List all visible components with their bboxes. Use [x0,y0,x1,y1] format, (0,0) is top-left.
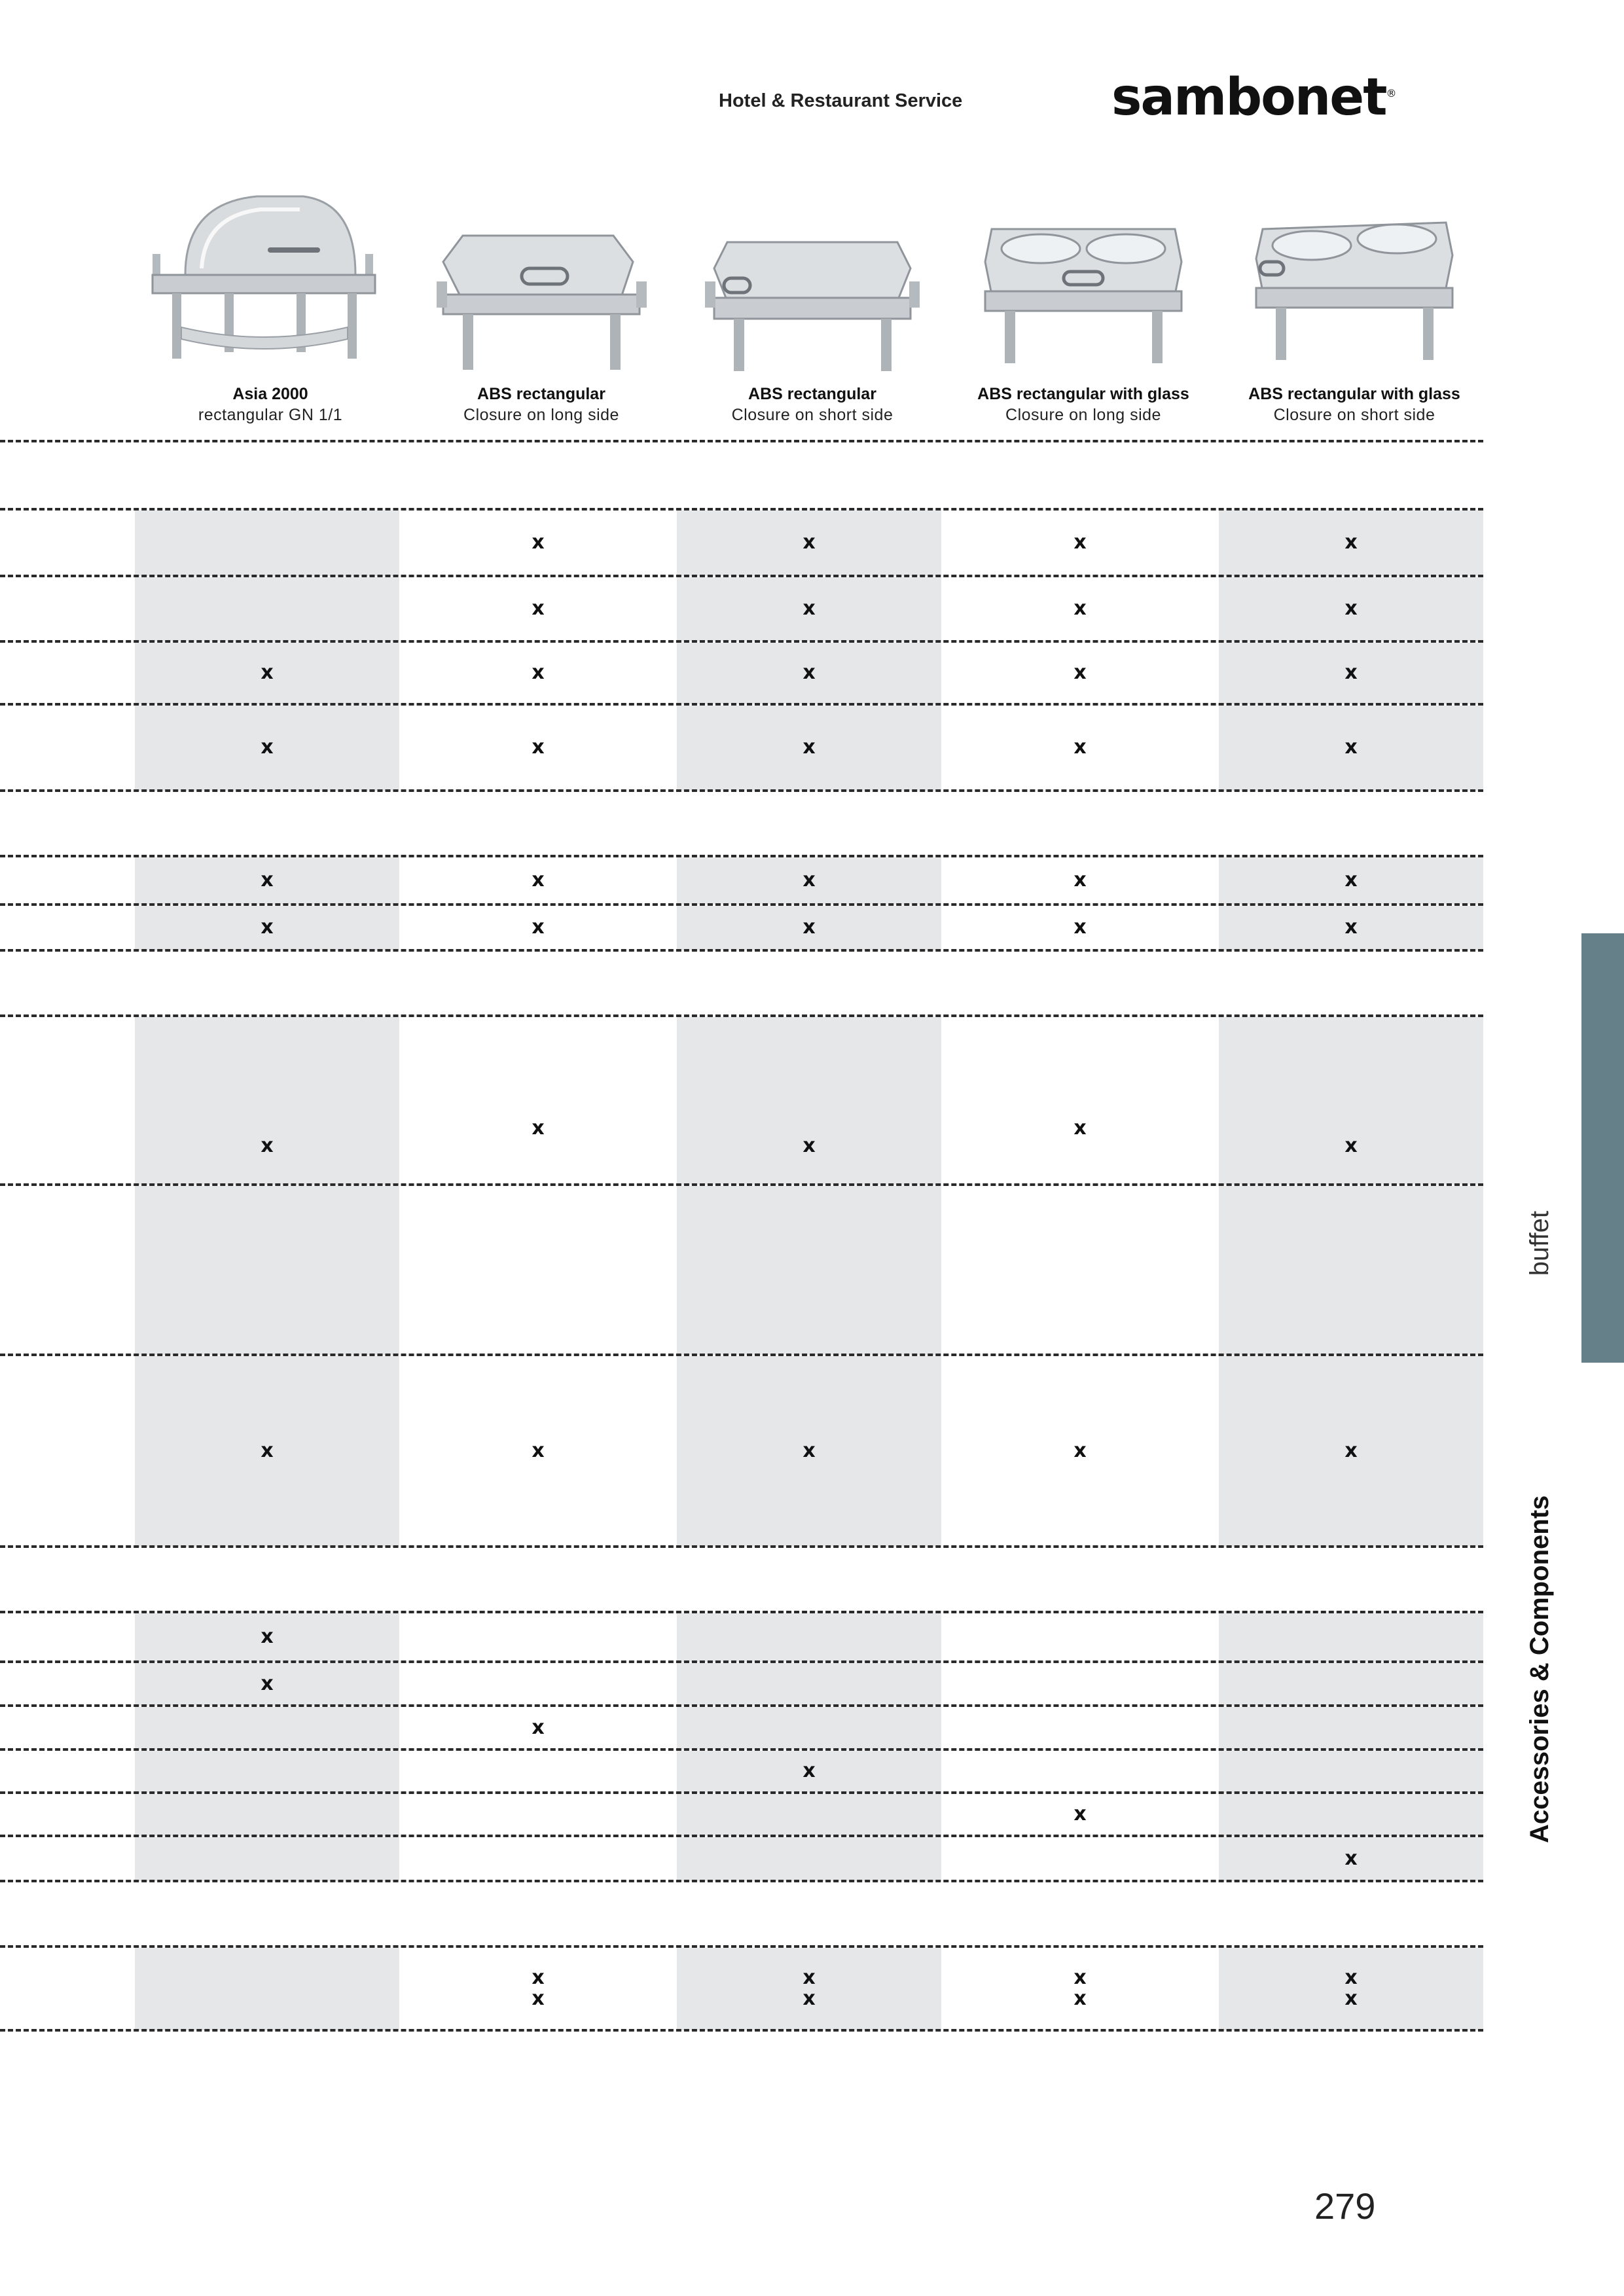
compatibility-mark: x [803,597,816,620]
brand-name: sambonet [1111,68,1386,127]
chafing-dish-glass-short-side-image [1236,196,1472,367]
compatibility-mark: x [1074,869,1087,891]
table-rule [0,1611,1483,1613]
compatibility-mark: x [803,1134,816,1157]
compatibility-mark: x [1344,531,1358,554]
shaded-cell [1219,1663,1483,1706]
table-rule [0,1660,1483,1663]
compatibility-mark: x [1074,736,1087,759]
shaded-cell [1219,1613,1483,1662]
table-rule [0,1014,1483,1017]
compatibility-mark: x [803,1759,816,1782]
shaded-cell [1219,1186,1483,1355]
product-name: ABS rectangular [748,385,876,403]
compatibility-mark: x [1074,531,1087,554]
table-rule [0,789,1483,792]
compatibility-mark: x [1344,1846,1358,1870]
chafing-dish-short-side-image [695,216,930,373]
table-rule [0,1880,1483,1882]
compatibility-mark: x [1344,661,1358,684]
compatibility-mark: x [261,1672,274,1695]
compatibility-mark: x [532,1715,545,1739]
table-rule [0,1183,1483,1186]
compatibility-mark: x [1344,916,1358,939]
compatibility-mark: x x [532,1966,545,2010]
compatibility-mark: x [261,1134,274,1157]
shaded-cell [135,1017,399,1185]
product-subtitle: Closure on long side [1005,406,1161,424]
product-subtitle: rectangular GN 1/1 [198,406,343,424]
shaded-cell [135,1794,399,1836]
compatibility-mark: x [1344,736,1358,759]
compatibility-mark: x [803,869,816,891]
compatibility-mark: x [532,1117,545,1139]
chafing-dish-glass-long-side-image [965,203,1201,373]
compatibility-mark: x x [1344,1966,1358,2010]
compatibility-mark: x [261,736,274,759]
page-number: 279 [1314,2185,1376,2227]
product-subtitle: Closure on long side [463,406,619,424]
compatibility-mark: x [532,597,545,620]
product-subtitle: Closure on short side [1273,406,1435,424]
brand-logo [1111,68,1395,127]
shaded-cell [135,511,399,576]
product-subtitle: Closure on short side [731,406,893,424]
shaded-cell [135,1751,399,1793]
compatibility-mark: x [1074,1117,1087,1139]
compatibility-mark: x [532,531,545,554]
chafing-dish-long-side-image [424,216,659,373]
compatibility-mark: x [1074,597,1087,620]
table-rule [0,1354,1483,1356]
shaded-cell [135,577,399,641]
compatibility-mark: x [1344,869,1358,891]
product-name: ABS rectangular with glass [1248,385,1460,403]
table-rule [0,1748,1483,1751]
table-rule [0,640,1483,643]
compatibility-mark: x [1074,661,1087,684]
compatibility-mark: x [1344,597,1358,620]
compatibility-mark: x [803,1439,816,1462]
header-tagline: Hotel & Restaurant Service [719,90,963,111]
table-rule [0,703,1483,706]
compatibility-mark: x [532,869,545,891]
compatibility-mark: x [532,916,545,939]
compatibility-mark: x [261,1625,274,1648]
compatibility-mark: x [1344,1134,1358,1157]
shaded-cell [677,1017,941,1185]
category-label-text: Accessories & Components [1525,1495,1554,1843]
compatibility-mark: x x [803,1966,816,2010]
shaded-cell [1219,1751,1483,1793]
shaded-cell [1219,1017,1483,1185]
shaded-cell [677,1794,941,1836]
shaded-cell [135,1837,399,1881]
table-rule [0,1704,1483,1707]
section-label-text: buffet [1525,1211,1554,1276]
shaded-cell [677,1186,941,1355]
shaded-cell [135,1186,399,1355]
shaded-cell [135,1948,399,2030]
compatibility-mark: x [532,736,545,759]
shaded-cell [135,1707,399,1749]
shaded-cell [1219,1707,1483,1749]
compatibility-mark: x [261,916,274,939]
compatibility-mark: x [1344,1439,1358,1462]
table-rule [0,1945,1483,1948]
compatibility-mark: x [1074,1439,1087,1462]
shaded-cell [1219,1794,1483,1836]
table-rule [0,855,1483,857]
product-name: ABS rectangular with glass [977,385,1189,403]
product-name: Asia 2000 [232,385,308,403]
table-rule [0,1835,1483,1837]
registered-mark: ® [1386,87,1396,99]
section-tab [1581,933,1624,1363]
table-rule [0,1545,1483,1548]
compatibility-mark: x [261,869,274,891]
table-rule [0,949,1483,952]
compatibility-mark: x [803,661,816,684]
shaded-cell [677,1837,941,1881]
roll-top-chafing-dish-image [139,177,401,373]
compatibility-mark: x [261,661,274,684]
compatibility-mark: x [532,661,545,684]
table-rule [0,575,1483,577]
compatibility-mark: x [261,1439,274,1462]
product-name: ABS rectangular [477,385,605,403]
compatibility-mark: x [803,531,816,554]
table-rule [0,508,1483,511]
compatibility-mark: x [803,736,816,759]
shaded-cell [677,1663,941,1706]
compatibility-mark: x [532,1439,545,1462]
shaded-cell [677,1707,941,1749]
compatibility-mark: x [803,916,816,939]
table-rule [0,903,1483,906]
table-rule [0,1791,1483,1794]
compatibility-mark: x x [1074,1966,1087,2010]
table-rule [0,440,1483,442]
table-rule [0,2029,1483,2032]
compatibility-mark: x [1074,1803,1087,1825]
compatibility-mark: x [1074,916,1087,939]
shaded-cell [677,1613,941,1662]
